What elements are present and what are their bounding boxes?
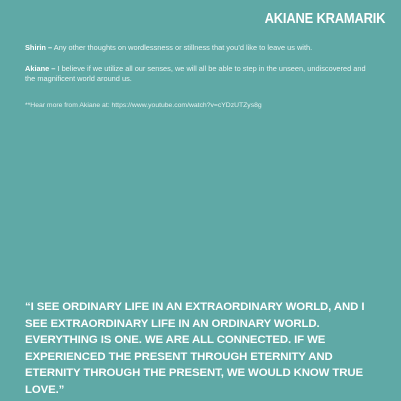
- source-note: **Hear more from Akiane at: https://www.youtube.com/watch?v=cYDzUTZys8g: [25, 101, 262, 109]
- question-speaker: Shirin –: [25, 43, 53, 52]
- answer-paragraph: [25, 64, 375, 85]
- question-paragraph: [25, 43, 375, 54]
- question-text: Any other thoughts on wordlessness or stillness that you’d like to leave us with.: [53, 43, 313, 52]
- answer-speaker: Akiane –: [25, 63, 56, 73]
- answer-text: I believe if we utilize all our senses, we will all be able to step in the unseen, undiscovered and the magnificent world around us.: [25, 63, 366, 83]
- interview-section: [25, 43, 375, 121]
- page-header-name: AKIANE KRAMARIK: [264, 10, 385, 27]
- pull-quote: “I SEE ORDINARY LIFE IN AN EXTRAORDINARY WORLD, AND I SEE EXTRAORDINARY LIFE IN AN ORDINARY WORLD. EVERYTHING IS ONE. WE ARE ALL CONNECTED. IF WE EXPERIENCED THE PRESENT THROUGH ETERNITY AND ETERNITY THROUGH THE PRESENT, WE WOULD KNOW TRUE LOVE.”: [25, 301, 365, 396]
